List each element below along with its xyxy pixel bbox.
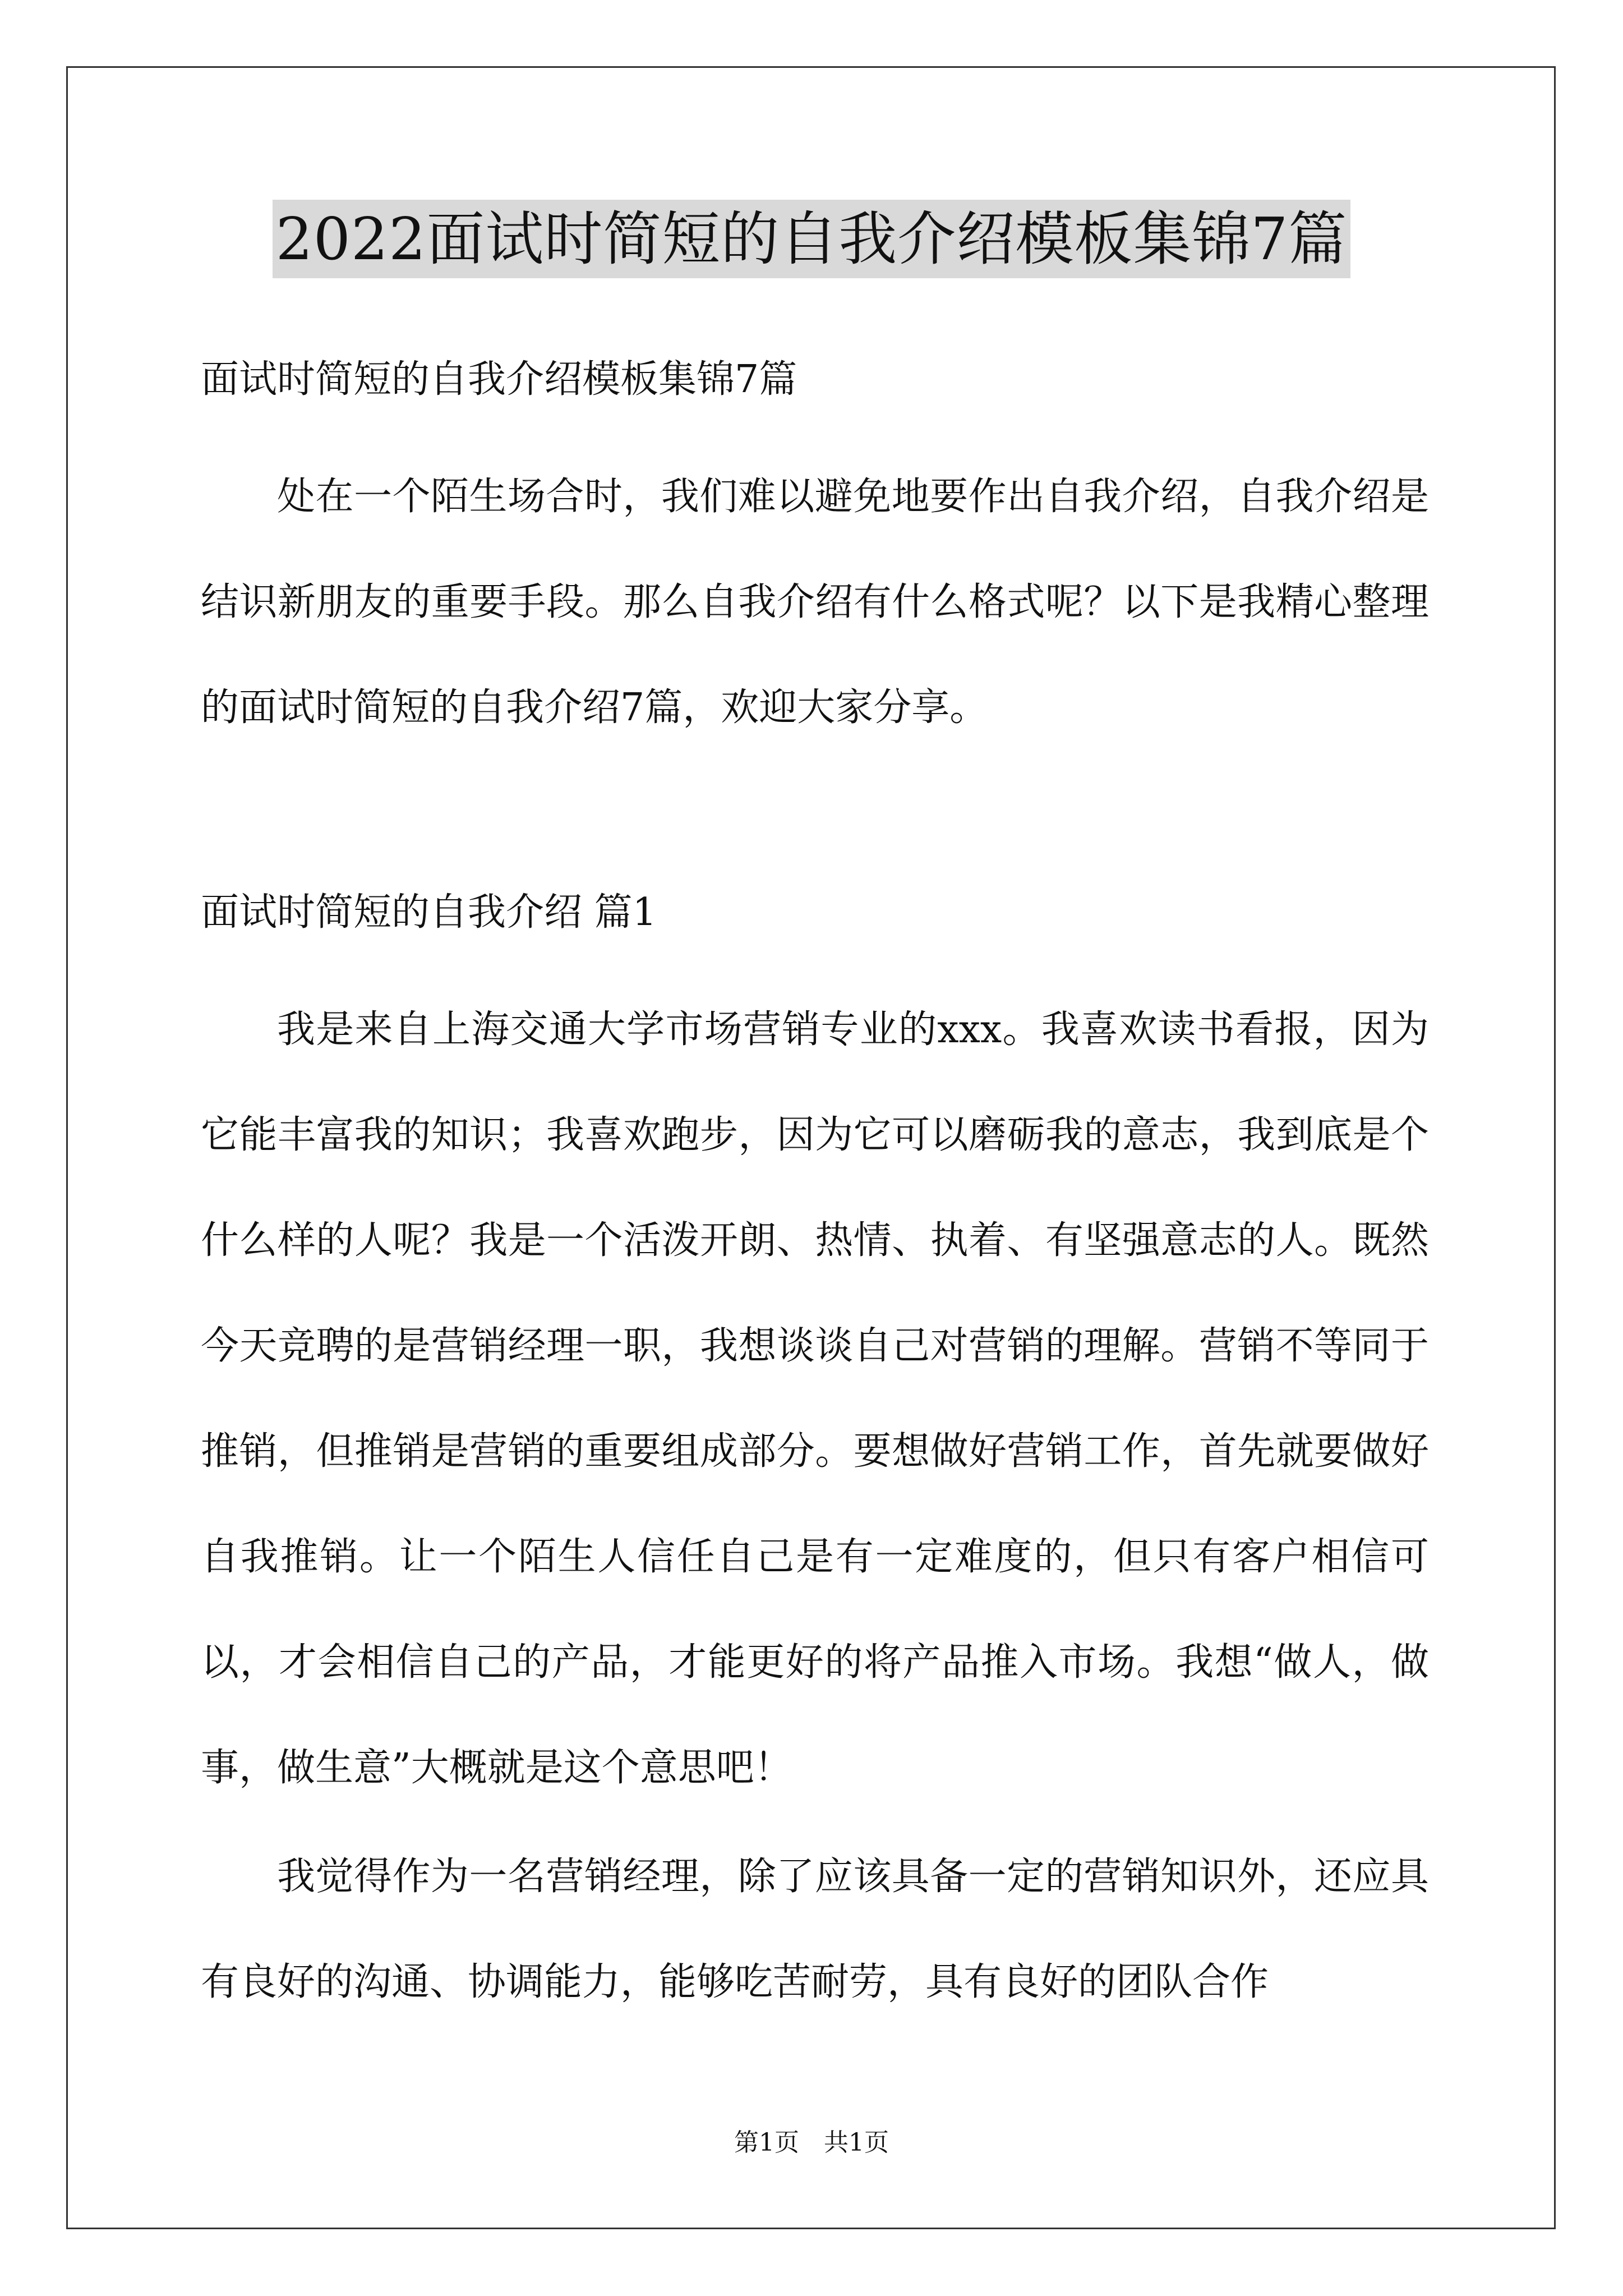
section1-paragraph-2: 我觉得作为一名营销经理，除了应该具备一定的营销知识外，还应具有良好的沟通、协调能力，能够吃苦耐劳，具有良好的团队合作 <box>201 1855 1429 2004</box>
title-container <box>0 200 1623 278</box>
document-subtitle: 面试时简短的自我介绍模板集锦7篇 <box>201 357 797 402</box>
page-footer: 第1页 共1页 <box>734 2128 889 2157</box>
section-heading-1: 面试时简短的自我介绍 篇1 <box>201 890 657 935</box>
intro-paragraph: 处在一个陌生场合时，我们难以避免地要作出自我介绍，自我介绍是结识新朋友的重要手段。那么自我介绍有什么格式呢？以下是我精心整理的面试时简短的自我介绍7篇，欢迎大家分享。 <box>201 475 1429 730</box>
section1-paragraph-1: 我是来自上海交通大学市场营销专业的xxx。我喜欢读书看报，因为它能丰富我的知识；我喜欢跑步，因为它可以磨砺我的意志，我到底是个什么样的人呢？我是一个活泼开朗、热情、执着、有坚强意志的人。既然今天竞聘的是营销经理一职，我想谈谈自己对营销的理解。营销不等同于推销，但推销是营销的重要组成部分。要想做好营销工作，首先就要做好自我推销。让一个陌生人信任自己是有一定难度的，但只有客户相信可以，才会相信自己的产品，才能更好的将产品推入市场。我想“做人，做事，做生意”大概就是这个意思吧！ <box>201 1007 1429 1790</box>
document-title: 2022面试时简短的自我介绍模板集锦7篇 <box>273 200 1351 278</box>
